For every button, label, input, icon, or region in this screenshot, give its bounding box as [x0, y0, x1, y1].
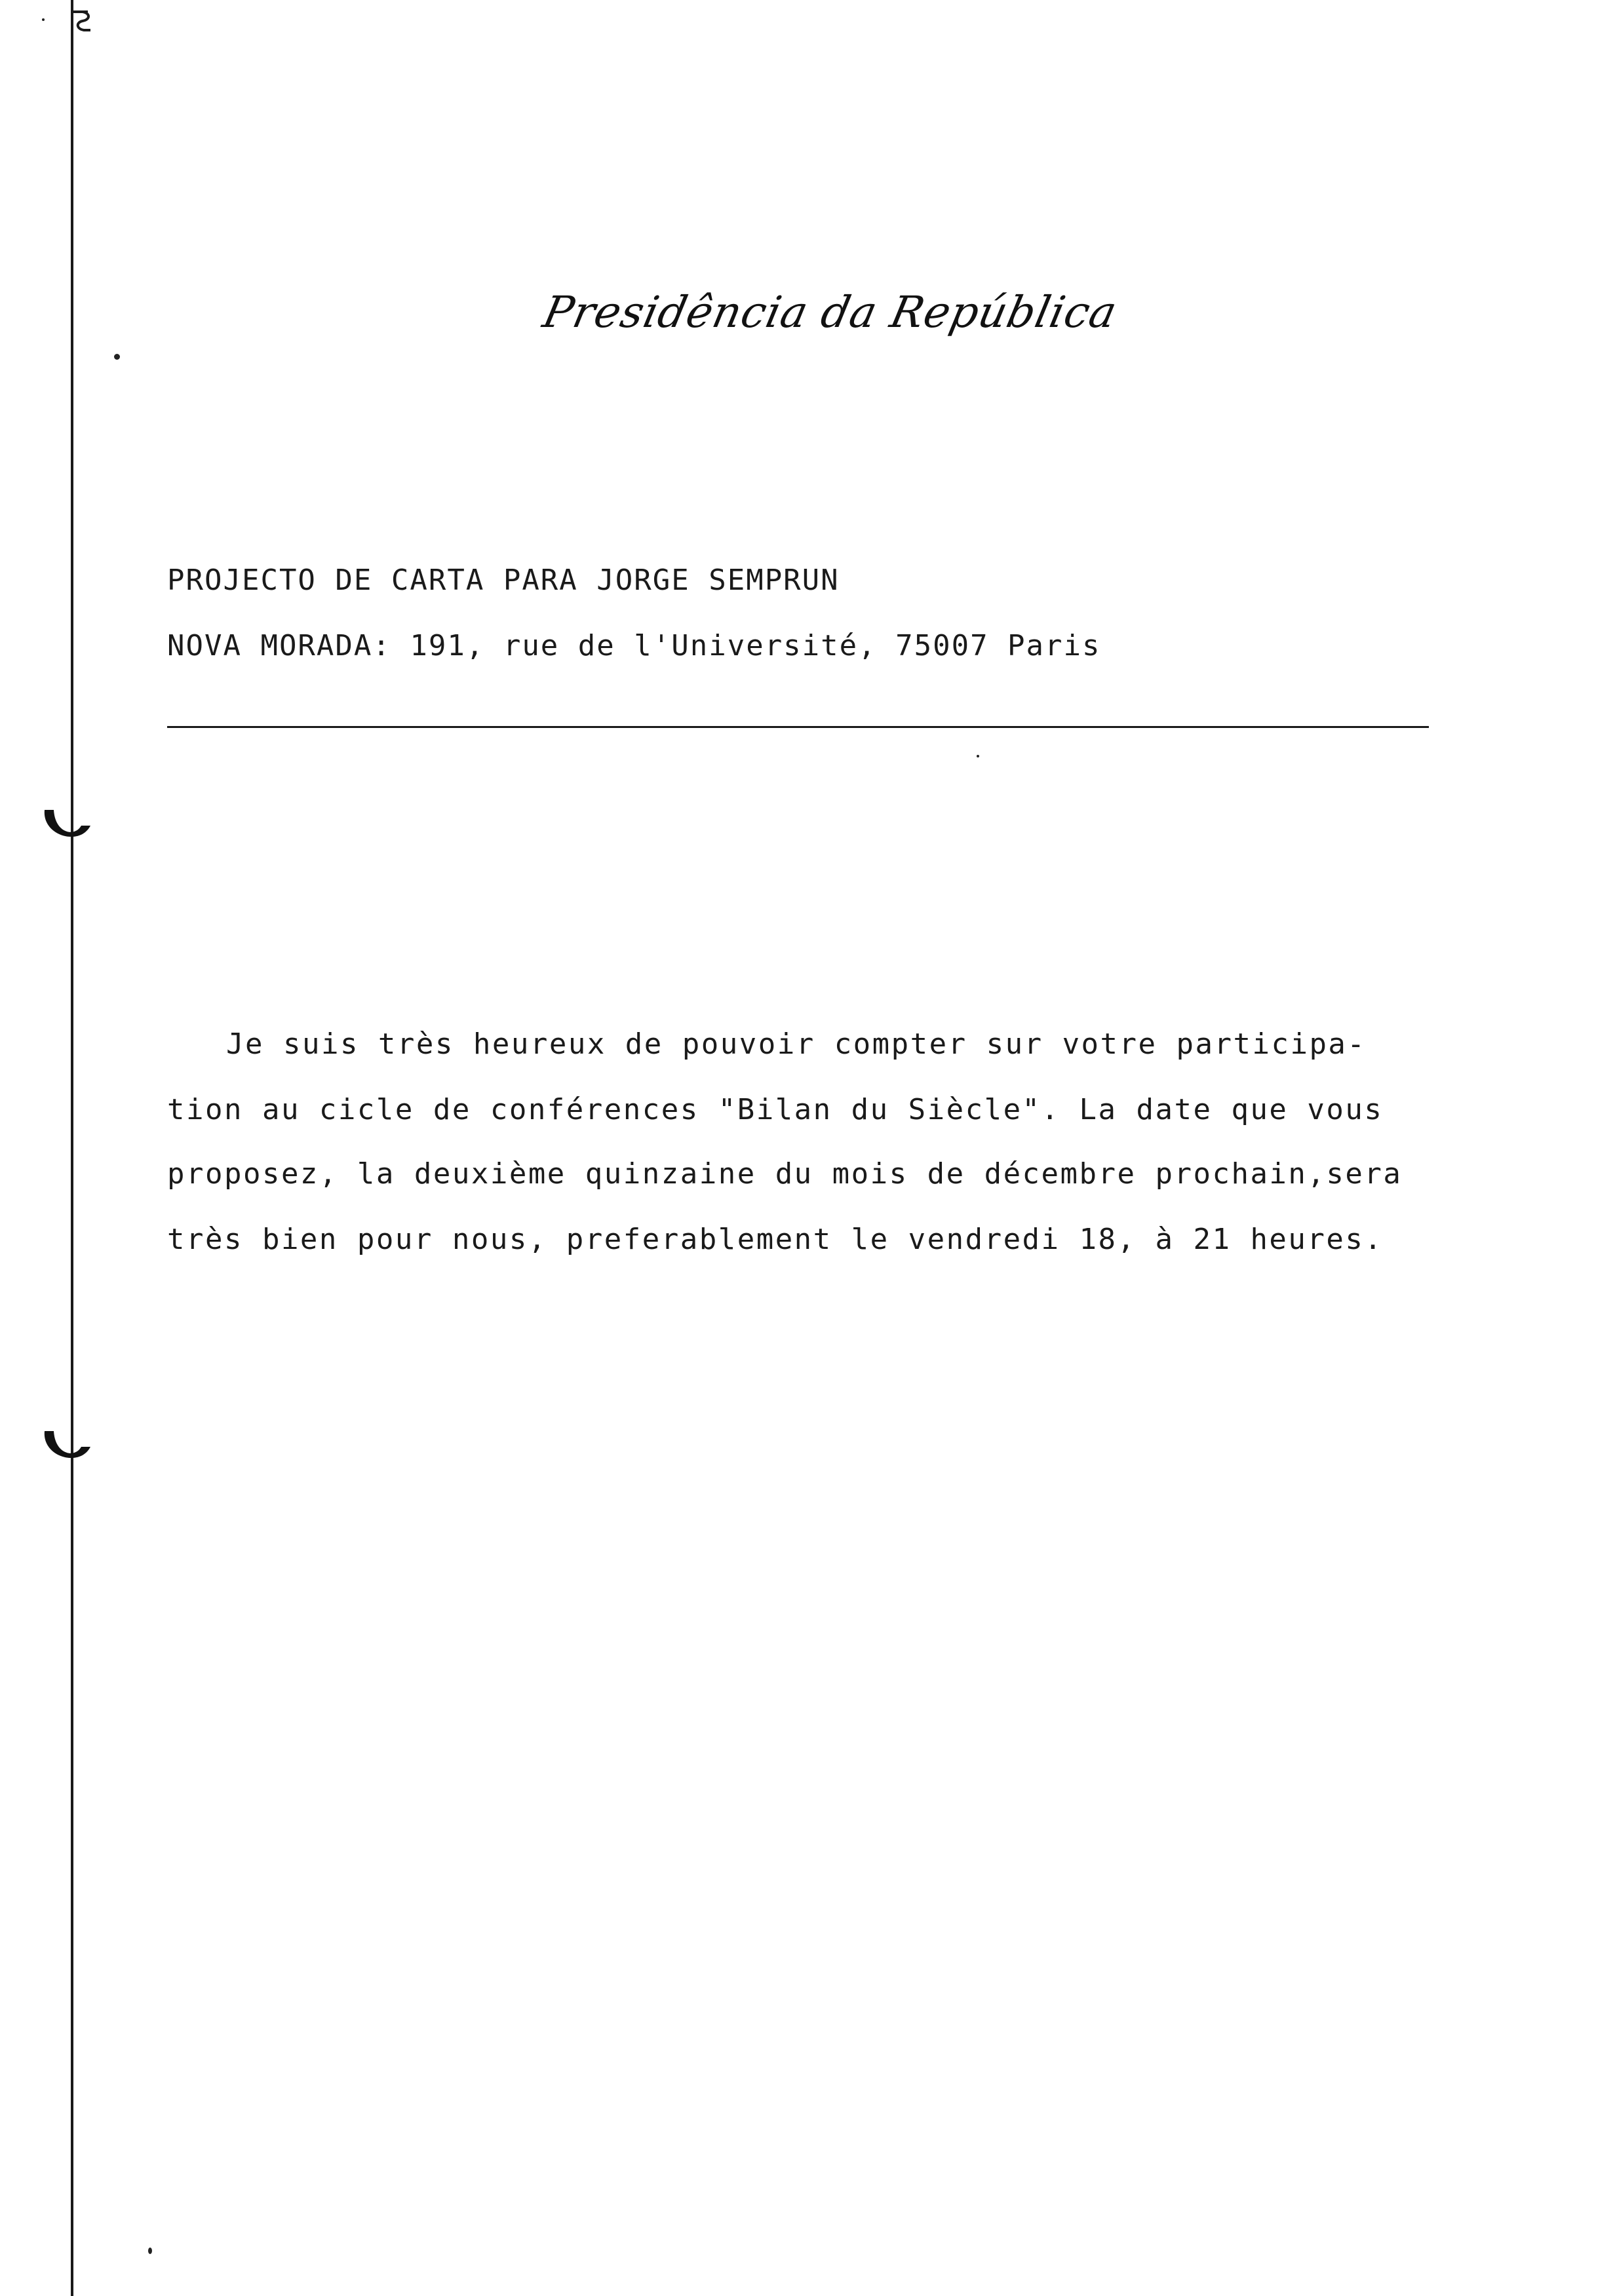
punch-hole-icon	[41, 1421, 93, 1473]
binder-margin-line	[71, 0, 73, 2296]
heading-recipient: PROJECTO DE CARTA PARA JORGE SEMPRUN	[167, 564, 840, 597]
speck	[42, 18, 45, 21]
speck	[114, 354, 120, 360]
punch-hole-icon	[41, 799, 93, 852]
speck	[148, 2248, 152, 2254]
body-line: Je suis très heureux de pouvoir compter sur votre participa-	[226, 1027, 1367, 1061]
body-line: très bien pour nous, preferablement le vendredi 18, à 21 heures.	[167, 1223, 1384, 1256]
body-line: tion au cicle de conférences "Bilan du Siècle". La date que vous	[167, 1093, 1384, 1126]
divider-rule	[167, 726, 1429, 728]
letterhead-title: Presidência da República	[538, 287, 1122, 337]
heading-address: NOVA MORADA: 191, rue de l'Université, 75007 Paris	[167, 629, 1101, 662]
speck	[977, 755, 979, 757]
body-line: proposez, la deuxième quinzaine du mois de décembre prochain,sera	[167, 1157, 1403, 1191]
staple-mark-icon	[71, 8, 97, 34]
